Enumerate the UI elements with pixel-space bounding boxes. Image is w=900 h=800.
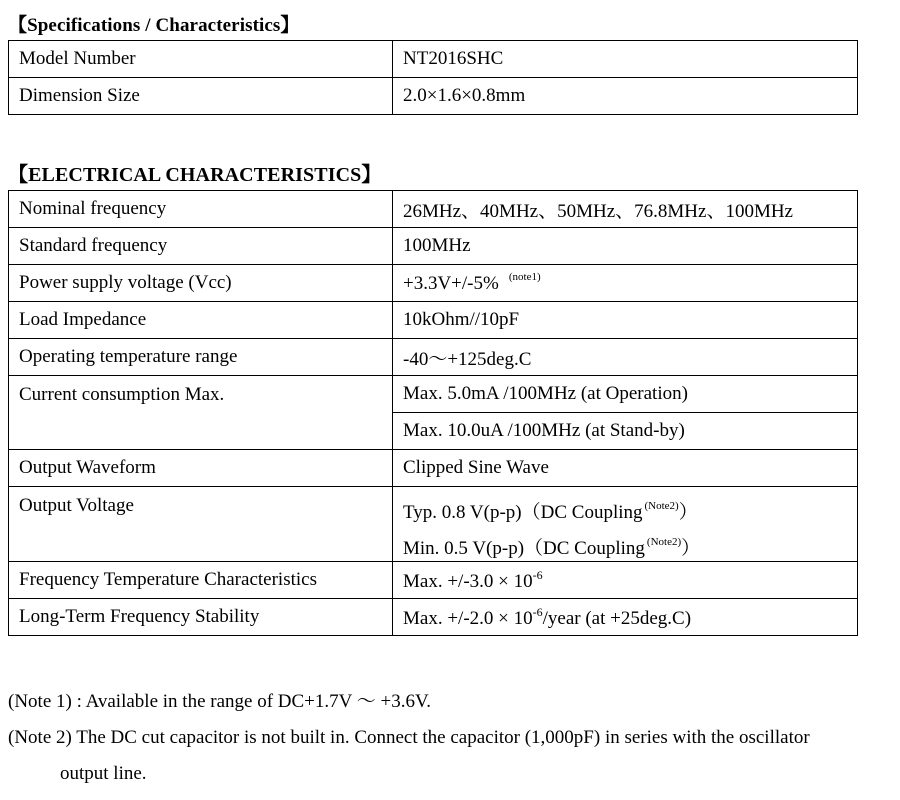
table-row: [9, 41, 858, 78]
table-row: [9, 599, 858, 636]
long-term-suffix: /year (at +25deg.C): [542, 607, 692, 629]
standard-frequency-value: 100MHz: [393, 228, 858, 265]
output-voltage-cell: [393, 487, 858, 562]
power-supply-cell: [393, 265, 858, 302]
note-1: (Note 1) : Available in the range of DC+1.7V ～ +3.6V.: [8, 691, 432, 712]
close-paren: ）: [678, 502, 698, 523]
model-number-value: NT2016SHC: [393, 41, 858, 78]
long-term-prefix: Max. +/-2.0 × 10: [403, 607, 533, 629]
current-standby-value: Max. 10.0uA /100MHz (at Stand-by): [393, 413, 858, 450]
dimension-size-value: 2.0×1.6×0.8mm: [393, 78, 858, 115]
table-row: [9, 191, 858, 228]
operating-temperature-value: -40～+125deg.C: [393, 339, 858, 376]
note2-ref: (Note2): [646, 536, 682, 548]
table-row: [9, 265, 858, 302]
power-supply-value: +3.3V+/-5%: [403, 273, 499, 294]
model-number-label: Model Number: [9, 41, 393, 78]
load-impedance-label: Load Impedance: [9, 302, 393, 339]
table-row: [9, 376, 858, 413]
operating-temperature-label: Operating temperature range: [9, 339, 393, 376]
output-waveform-value: Clipped Sine Wave: [393, 450, 858, 487]
long-term-cell: [393, 599, 858, 636]
note1-ref: (note1): [508, 271, 541, 283]
table-row: [9, 450, 858, 487]
nominal-frequency-value: 26MHz、40MHz、50MHz、76.8MHz、100MHz: [393, 191, 858, 228]
freq-temp-exponent: -6: [532, 567, 543, 582]
standard-frequency-label: Standard frequency: [9, 228, 393, 265]
output-voltage-min-text: Min. 0.5 V(p-p)（DC Coupling: [403, 538, 645, 559]
table-row: [9, 228, 858, 265]
table-row: [9, 487, 858, 562]
note-2: (Note 2) The DC cut capacitor is not built in. Connect the capacitor (1,000pF) in series with the oscillator: [8, 727, 810, 748]
electrical-table: [8, 190, 858, 636]
output-waveform-label: Output Waveform: [9, 450, 393, 487]
freq-temp-value: Max. +/-3.0 × 10: [403, 570, 533, 592]
table-row: [9, 78, 858, 115]
dimension-size-label: Dimension Size: [9, 78, 393, 115]
output-voltage-typ-text: Typ. 0.8 V(p-p)（DC Coupling: [403, 502, 643, 523]
freq-temp-label: Frequency Temperature Characteristics: [9, 562, 393, 599]
long-term-label: Long-Term Frequency Stability: [9, 599, 393, 636]
power-supply-label: Power supply voltage (Vcc): [9, 265, 393, 302]
freq-temp-cell: [393, 562, 858, 599]
table-row: [9, 562, 858, 599]
note-2-continuation: output line.: [60, 763, 147, 784]
note2-ref: (Note2): [644, 500, 679, 512]
electrical-heading: 【ELECTRICAL CHARACTERISTICS】: [8, 164, 382, 186]
load-impedance-value: 10kOhm//10pF: [393, 302, 858, 339]
current-consumption-label: Current consumption Max.: [9, 376, 393, 450]
table-row: [9, 302, 858, 339]
output-voltage-min: [403, 524, 847, 560]
long-term-exponent: -6: [532, 604, 543, 619]
output-voltage-label: Output Voltage: [9, 487, 393, 562]
spec-heading: 【Specifications / Characteristics】: [8, 15, 300, 36]
output-voltage-typ: [403, 488, 847, 524]
close-paren: ）: [681, 538, 701, 559]
nominal-frequency-label: Nominal frequency: [9, 191, 393, 228]
current-operation-value: Max. 5.0mA /100MHz (at Operation): [393, 376, 858, 413]
spec-table: [8, 40, 858, 115]
table-row: [9, 339, 858, 376]
